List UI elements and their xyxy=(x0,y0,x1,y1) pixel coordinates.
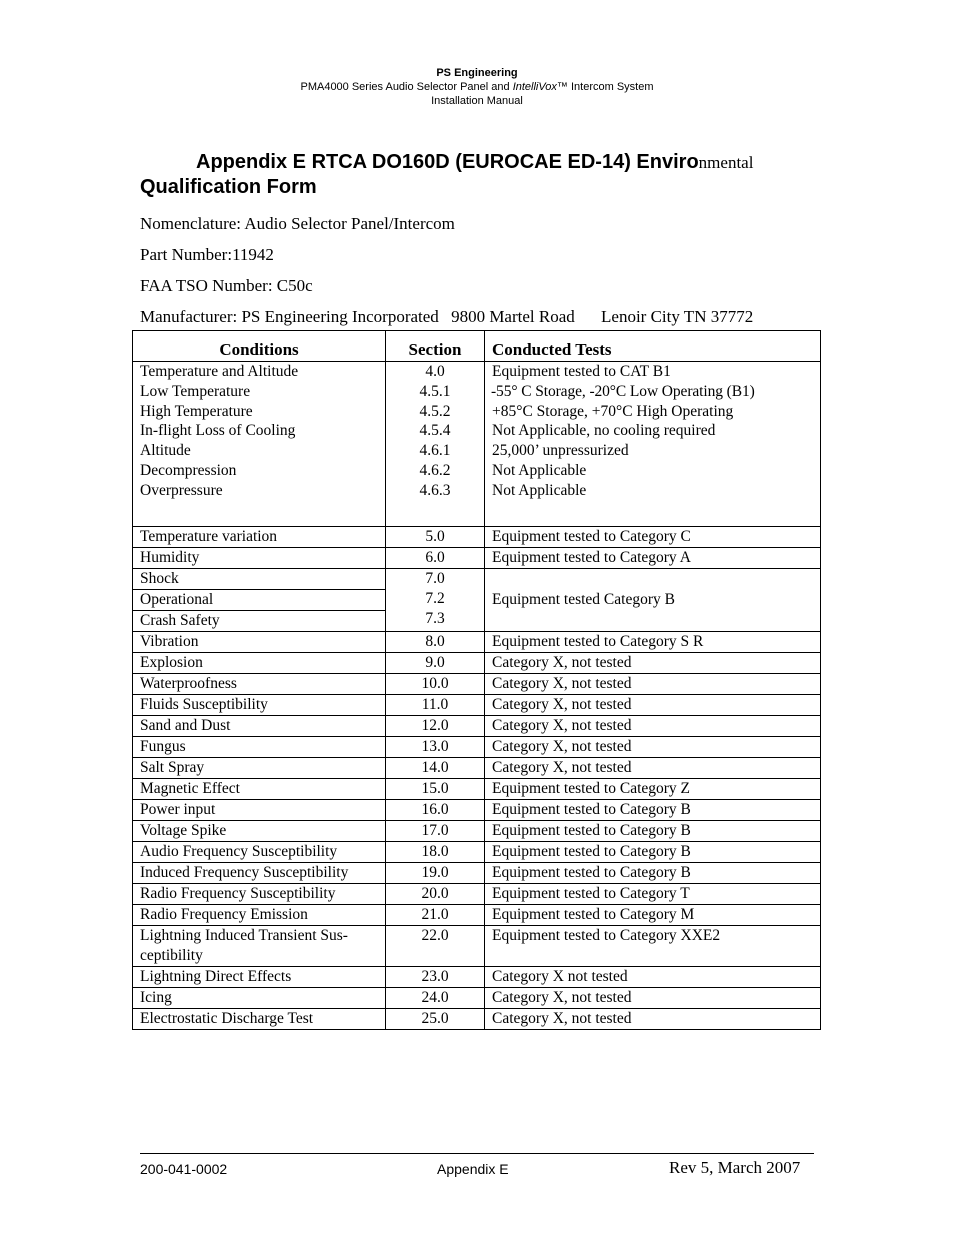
cell-section: 17.0 xyxy=(386,821,485,842)
cell-condition: Vibration xyxy=(133,632,386,653)
page-title-main: Appendix E RTCA DO160D (EUROCAE ED-14) Enviro xyxy=(196,151,699,173)
cell-section: 8.0 xyxy=(386,632,485,653)
tso-number-field: FAA TSO Number: C50c xyxy=(140,276,313,295)
cell-condition: Sand and Dust xyxy=(133,716,386,737)
cell-section: 22.0 xyxy=(386,926,485,967)
cell-condition: Salt Spray xyxy=(133,758,386,779)
manufacturer-city: Lenoir City TN 37772 xyxy=(601,307,754,326)
table-row xyxy=(133,884,821,905)
cell-test: Category X, not tested xyxy=(485,737,821,758)
cell-condition: Electrostatic Discharge Test xyxy=(133,1009,386,1030)
table-row xyxy=(133,821,821,842)
header-conducted-tests: Conducted Tests xyxy=(485,331,821,362)
table-row xyxy=(133,905,821,926)
cell-condition: Radio Frequency Emission xyxy=(133,905,386,926)
condition-text: In-flight Loss of Cooling xyxy=(140,422,296,440)
test-text: Not Applicable xyxy=(492,461,587,479)
table-row xyxy=(133,632,821,653)
cell-section: 15.0 xyxy=(386,779,485,800)
cell-test: Equipment tested to Category S R xyxy=(485,632,821,653)
cell-section xyxy=(386,569,485,632)
cell-condition: Voltage Spike xyxy=(133,821,386,842)
condition-text: High Temperature xyxy=(140,402,253,420)
cell-condition: Explosion xyxy=(133,653,386,674)
cell-section: 13.0 xyxy=(386,737,485,758)
cell-conditions xyxy=(133,569,386,632)
table-row xyxy=(133,988,821,1009)
cell-test: Category X, not tested xyxy=(485,988,821,1009)
section-number: 4.6.1 xyxy=(419,442,451,460)
cell-test: Equipment tested to Category A xyxy=(485,548,821,569)
footer-appendix: Appendix E xyxy=(437,1161,509,1177)
page-title-line1 xyxy=(196,150,753,175)
section-number: 7.3 xyxy=(425,610,445,627)
test-text: -55° C Storage, -20°C Low Operating (B1) xyxy=(491,382,755,400)
page-title-line2: Qualification Form xyxy=(140,176,317,198)
cell-condition: Induced Frequency Susceptibility xyxy=(133,863,386,884)
cell-test: Category X, not tested xyxy=(485,695,821,716)
table-row xyxy=(133,800,821,821)
table-row xyxy=(133,527,821,548)
test-text: Not Applicable, no cooling required xyxy=(492,422,716,440)
section-number: 4.6.3 xyxy=(419,481,451,499)
cell-test: Equipment tested to Category T xyxy=(485,884,821,905)
section-number: 4.5.4 xyxy=(419,422,451,440)
test-text: +85°C Storage, +70°C High Operating xyxy=(492,402,734,420)
manufacturer-address: 9800 Martel Road xyxy=(451,307,575,326)
cell-condition: Lightning Direct Effects xyxy=(133,967,386,988)
cell-test: Equipment tested to Category M xyxy=(485,905,821,926)
part-number-field: Part Number:11942 xyxy=(140,245,274,264)
cell-section: 5.0 xyxy=(386,527,485,548)
cell-condition: Fluids Susceptibility xyxy=(133,695,386,716)
manufacturer-name: Manufacturer: PS Engineering Incorporated xyxy=(140,307,439,326)
test-text: 25,000’ unpressurized xyxy=(492,442,629,460)
cell-section: 18.0 xyxy=(386,842,485,863)
table-row xyxy=(133,695,821,716)
cell-section: 11.0 xyxy=(386,695,485,716)
header-product-line xyxy=(0,80,954,94)
cell-conditions xyxy=(133,362,386,527)
footer-revision: Rev 5, March 2007 xyxy=(669,1158,801,1177)
header-conditions: Conditions xyxy=(133,331,386,362)
condition-text: Decompression xyxy=(140,461,237,479)
cell-test: Equipment tested to Category B xyxy=(485,842,821,863)
cell-tests xyxy=(485,362,821,527)
header-product-suffix: Intercom System xyxy=(567,81,654,93)
cell-test: Equipment tested Category B xyxy=(485,569,821,632)
page-title-tail: nmental xyxy=(698,153,754,172)
header-product-prefix: PMA4000 Series Audio Selector Panel and xyxy=(300,81,513,93)
condition-text: Overpressure xyxy=(140,481,223,499)
cell-condition: Waterproofness xyxy=(133,674,386,695)
section-number: 7.2 xyxy=(425,590,445,607)
section-number: 4.0 xyxy=(425,363,445,380)
cell-section: 24.0 xyxy=(386,988,485,1009)
qualification-table xyxy=(132,330,821,1030)
cell-section: 19.0 xyxy=(386,863,485,884)
nomenclature-field: Nomenclature: Audio Selector Panel/Intercom xyxy=(140,214,455,233)
cell-test: Category X, not tested xyxy=(485,758,821,779)
cell-section xyxy=(386,362,485,527)
table-row xyxy=(133,1009,821,1030)
table-row-shock xyxy=(133,569,821,632)
section-number: 4.5.2 xyxy=(419,402,451,420)
header-section: Section xyxy=(386,331,485,362)
test-text: Not Applicable xyxy=(492,481,587,499)
cell-test: Category X, not tested xyxy=(485,653,821,674)
cell-section: 25.0 xyxy=(386,1009,485,1030)
cell-condition: Temperature variation xyxy=(133,527,386,548)
cell-test: Category X, not tested xyxy=(485,716,821,737)
cell-condition: Fungus xyxy=(133,737,386,758)
footer-doc-number: 200-041-0002 xyxy=(140,1161,228,1177)
cell-condition: Power input xyxy=(133,800,386,821)
cell-test: Equipment tested to Category C xyxy=(485,527,821,548)
cell-section: 10.0 xyxy=(386,674,485,695)
condition-text: Crash Safety xyxy=(140,612,220,629)
cell-section: 14.0 xyxy=(386,758,485,779)
cell-section: 9.0 xyxy=(386,653,485,674)
cell-test: Equipment tested to Category B xyxy=(485,863,821,884)
condition-text: Altitude xyxy=(140,442,191,460)
table-row xyxy=(133,653,821,674)
manufacturer-field xyxy=(140,307,753,327)
table-row xyxy=(133,967,821,988)
cell-section: 16.0 xyxy=(386,800,485,821)
cell-condition: Radio Frequency Susceptibility xyxy=(133,884,386,905)
table-row xyxy=(133,737,821,758)
section-number: 4.6.2 xyxy=(419,461,451,479)
cell-condition: Lightning Induced Transient Sus-ceptibility xyxy=(133,926,386,967)
section-number: 7.0 xyxy=(425,570,445,587)
header-company: PS Engineering xyxy=(436,67,518,79)
table-row xyxy=(133,674,821,695)
cell-test: Equipment tested to Category XXE2 xyxy=(485,926,821,967)
condition-text: Operational xyxy=(133,590,385,611)
cell-test: Equipment tested to Category B xyxy=(485,800,821,821)
header-manual: Installation Manual xyxy=(431,95,523,107)
table-row xyxy=(133,716,821,737)
cell-condition: Icing xyxy=(133,988,386,1009)
table-row xyxy=(133,926,821,967)
cell-section: 6.0 xyxy=(386,548,485,569)
section-number: 4.5.1 xyxy=(419,382,451,400)
cell-section: 12.0 xyxy=(386,716,485,737)
condition-text: Low Temperature xyxy=(140,382,251,400)
cell-test: Category X, not tested xyxy=(485,1009,821,1030)
table-row xyxy=(133,842,821,863)
cell-test: Equipment tested to Category Z xyxy=(485,779,821,800)
table-row xyxy=(133,863,821,884)
condition-text: Temperature and Altitude xyxy=(140,363,299,380)
condition-text: Shock xyxy=(133,569,385,590)
cell-test: Equipment tested to Category B xyxy=(485,821,821,842)
cell-condition: Humidity xyxy=(133,548,386,569)
cell-test: Category X not tested xyxy=(485,967,821,988)
table-row-temperature-altitude xyxy=(133,362,821,527)
test-text: Equipment tested to CAT B1 xyxy=(492,363,671,380)
cell-test: Category X, not tested xyxy=(485,674,821,695)
cell-section: 23.0 xyxy=(386,967,485,988)
cell-section: 21.0 xyxy=(386,905,485,926)
footer-rule xyxy=(140,1153,814,1154)
table-row xyxy=(133,779,821,800)
table-row xyxy=(133,758,821,779)
table-header-row xyxy=(133,331,821,362)
header-product-brand: IntelliVox™ xyxy=(512,81,568,93)
table-row xyxy=(133,548,821,569)
cell-condition: Audio Frequency Susceptibility xyxy=(133,842,386,863)
cell-section: 20.0 xyxy=(386,884,485,905)
cell-condition: Magnetic Effect xyxy=(133,779,386,800)
